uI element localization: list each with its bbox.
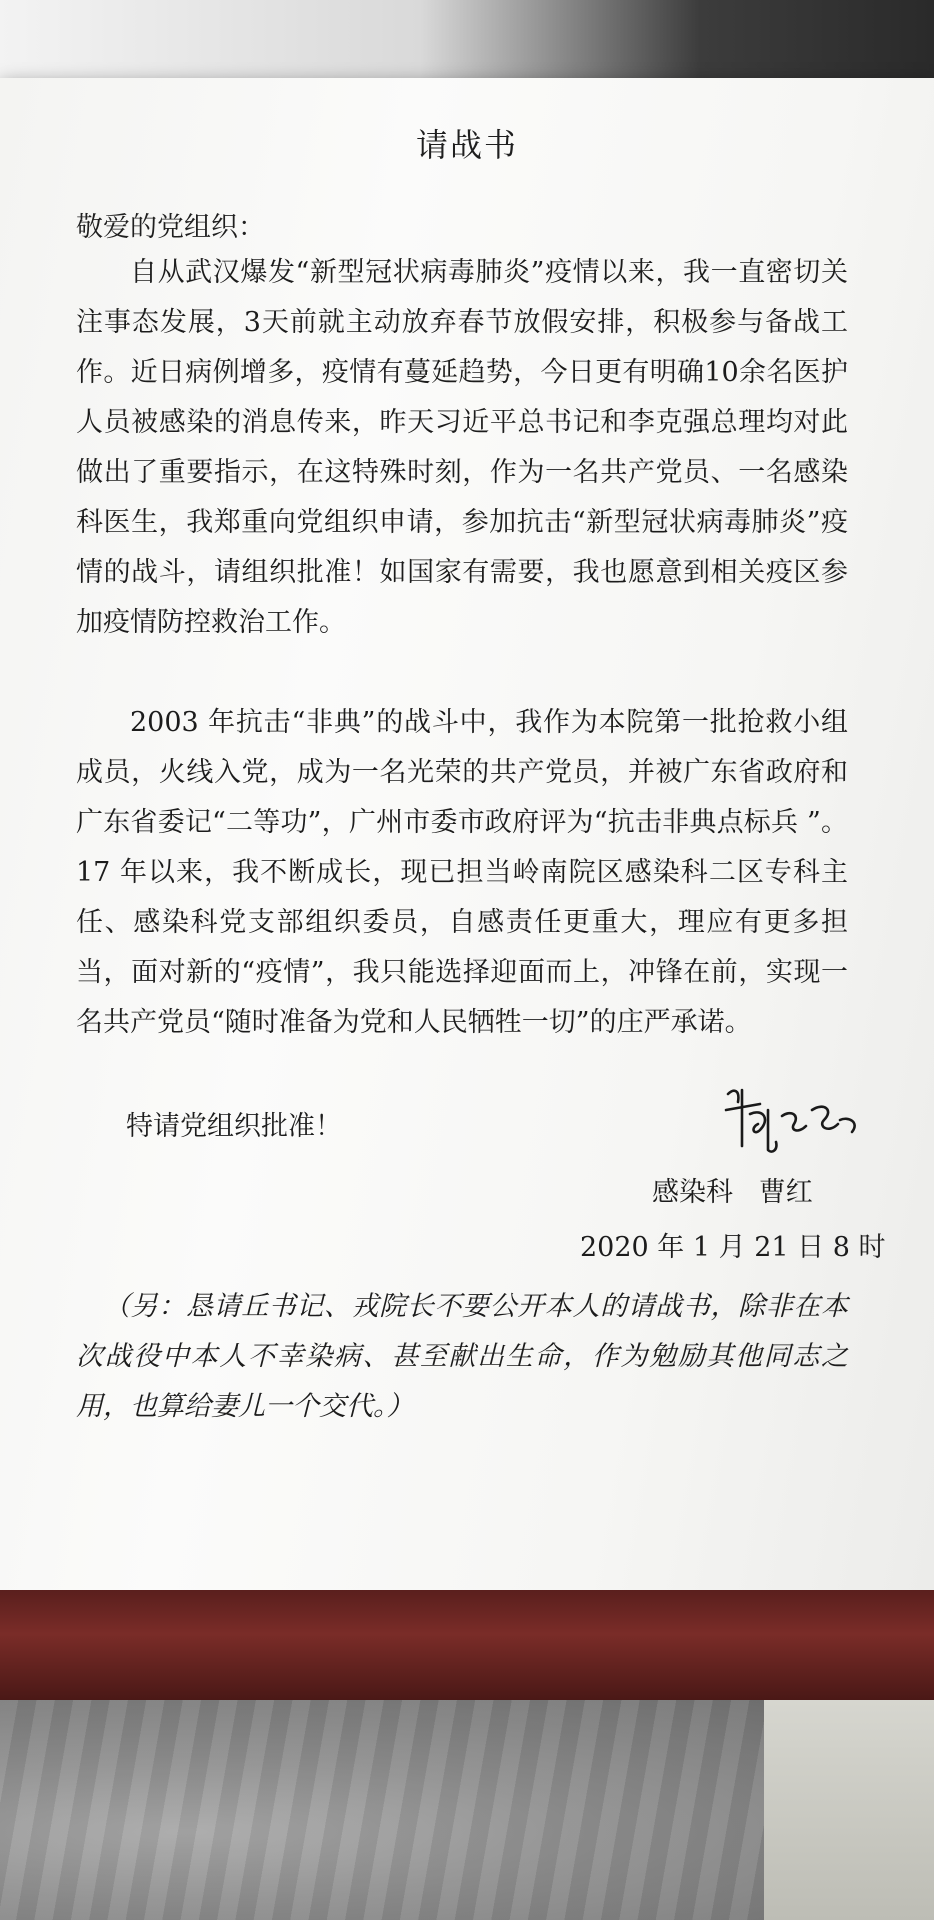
postscript-note: （另：恳请丘书记、戎院长不要公开本人的请战书，除非在本次战役中本人不幸染病、甚至献出生命，作为勉励其他同志之用，也算给妻儿一个交代。）	[76, 1291, 848, 1422]
closing-line: 特请党组织批准！	[126, 1111, 342, 1142]
salutation: 敬爱的党组织：	[76, 212, 265, 243]
handwritten-signature	[720, 1080, 870, 1160]
signer: 感染科 曹红	[652, 1177, 813, 1208]
background-top	[0, 0, 934, 90]
document-title: 请战书	[415, 126, 518, 164]
floor-corner	[764, 1700, 934, 1920]
paragraph-1: 自从武汉爆发“新型冠状病毒肺炎”疫情以来，我一直密切关注事态发展，3天前就主动放弃春节放假安排，积极参与备战工作。近日病例增多，疫情有蔓延趋势，今日更有明确10余名医护人员被感染的消息传来，昨天习近平总书记和李克强总理均对此做出了重要指示，在这特殊时刻，作为一名共产党员、一名感染科医生，我郑重向党组织申请，参加抗击“新型冠状病毒肺炎”疫情的战斗，请组织批准！如国家有需要，我也愿意到相关疫区参加疫情防控救治工作。	[76, 257, 848, 638]
paragraph-2: 2003 年抗击“非典”的战斗中，我作为本院第一批抢救小组成员，火线入党，成为一名光荣的共产党员，并被广东省政府和广东省委记“二等功”，广州市委市政府评为“抗击非典点标兵 ”。17 年以来，我不断成长，现已担当岭南院区感染科二区专科主任、感染科党支部组织委员，自感责任更重大，理应有更多担当，面对新的“疫情”，我只能选择迎面而上，冲锋在前，实现一名共产党员“随时准备为党和人民牺牲一切”的庄严承诺。	[76, 707, 848, 1038]
desk-edge	[0, 1590, 934, 1700]
date-line: 2020 年 1 月 21 日 8 时	[580, 1232, 886, 1263]
